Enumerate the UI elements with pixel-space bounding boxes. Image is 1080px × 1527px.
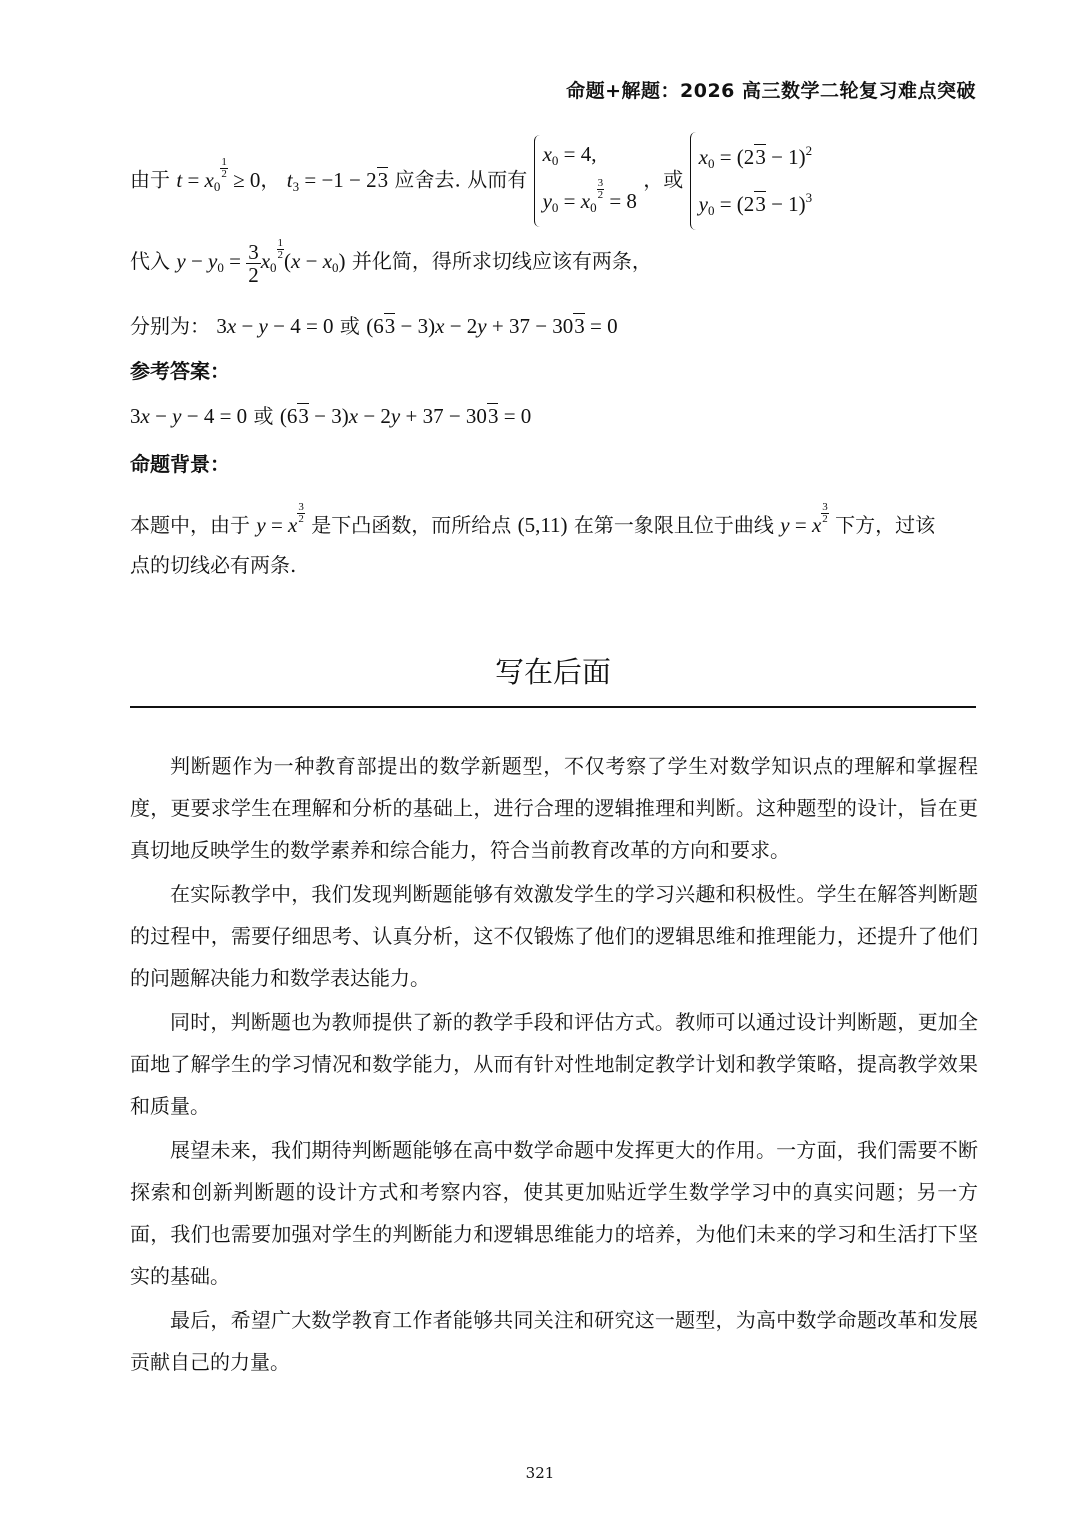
math-point: (5,11) (517, 513, 568, 537)
line1-or: ，或 (643, 167, 684, 192)
afterword-paragraph-4: 展望未来，我们期待判断题能够在高中数学命题中发挥更大的作用。一方面，我们需要不断探索和创新判断题的设计方式和考察内容，使其更加贴近学生数学学习中的真实问题；另一方面，我们也需要加强对学生的判断能力和逻辑思维能力的培养，为他们未来的学习和生活打下坚实的基础。 (130, 1138, 978, 1288)
title-divider (130, 706, 976, 708)
background-text-b: 是下凸函数，而所给点 (311, 513, 512, 537)
background-text-c: 在第一象限且位于曲线 (573, 513, 774, 537)
math-curve-2: y = x $\frac{3}{2}$ (780, 501, 828, 537)
afterword-paragraph-3: 同时，判断题也为教师提供了新的教学手段和评估方式。教师可以通过设计判断题，更加全面地了解学生的学习情况和数学能力，从而有针对性地制定教学计划和教学策略，提高教学效果和质量。 (130, 1010, 978, 1118)
background-line-1 (130, 502, 935, 538)
math-t-nonneg: $t = x_0$ $\frac{1}{2}$ ≥ 0 (176, 155, 261, 194)
math-line-b: (63 − 3)x − 2y + 37 − 303 = 0 (366, 314, 618, 338)
eq-or: 或 (339, 314, 360, 338)
math-t3: $t_3 = -1 - 23$ (286, 167, 389, 194)
line2-suffix: 并化简，得所求切线应该有两条， (351, 249, 652, 273)
answer-math-b: (63 − 3)x − 2y + 37 − 303 = 0 (279, 404, 532, 428)
math-tangent-eq: $y - y_0$ = $\frac{3}{2}$ $x_0$ $\frac{1}{2}$ $(x - x_0)$ (176, 237, 346, 287)
running-header: 命题+解题：2026 高三数学二轮复习难点突破 (566, 80, 976, 102)
solution-line-2 (130, 238, 652, 286)
line1-prefix: 由于 (130, 167, 170, 192)
line3-prefix: 分别为： (130, 314, 210, 338)
solution-line-3 (130, 310, 618, 339)
afterword-paragraph-1: 判断题作为一种教育部提出的数学新题型，不仅考察了学生对数学知识点的理解和掌握程度，更要求学生在理解和分析的基础上，进行合理的逻辑推理和判断。这种题型的设计，旨在更真切地反映学生的数学素养和综合能力，符合当前教育改革的方向和要求。 (130, 754, 978, 862)
background-text-d: 下方，过该 (835, 513, 936, 537)
page-number: 321 (525, 1464, 555, 1482)
system-2: $x_0 = (23 - 1)^2$ $y_0 = (23 - 1)^3$ (690, 132, 813, 230)
line2-prefix: 代入 (130, 249, 170, 273)
answer-math-a: 3x − y − 4 = 0 (130, 404, 248, 428)
background-text-a: 本题中，由于 (130, 513, 250, 537)
background-line-2: 点的切线必有两条. (130, 553, 297, 577)
afterword-paragraph-2: 在实际教学中，我们发现判断题能够有效激发学生的学习兴趣和积极性。学生在解答判断题的过程中，需要仔细思考、认真分析，这不仅锻炼了他们的逻辑思维和推理能力，还提升了他们的问题解决能力和数学表达能力。 (130, 882, 978, 990)
afterword-paragraph-5: 最后，希望广大数学教育工作者能够共同关注和研究这一题型，为高中数学命题改革和发展贡献自己的力量。 (130, 1308, 978, 1374)
system-1: $x_0 = 4$, $y_0 = x_0$ $\frac{3}{2}$ = 8 (534, 135, 637, 227)
answer-label: 参考答案： (130, 359, 230, 383)
answer-line (130, 400, 531, 429)
answer-or: 或 (253, 404, 274, 428)
solution-line-1: 由于 $t = x_0$ $\frac{1}{2}$ ≥ 0， $t_3 = -1 - 23$ 应舍去. 从而有 $x_0 = 4$, $y_0 = x_0$ $\frac{3}{2}$ = 8 ，或 $x_0 = (23 - 1)^2$ $y_0 = (23 - 1)^3$ (130, 132, 812, 230)
section-title: 写在后面 (494, 655, 611, 689)
line1-mid: 应舍去. 从而有 (394, 167, 528, 192)
math-curve-1: y = x $\frac{3}{2}$ (256, 501, 304, 537)
background-label: 命题背景： (130, 452, 230, 476)
math-line-a: 3x − y − 4 = 0 (216, 314, 334, 338)
